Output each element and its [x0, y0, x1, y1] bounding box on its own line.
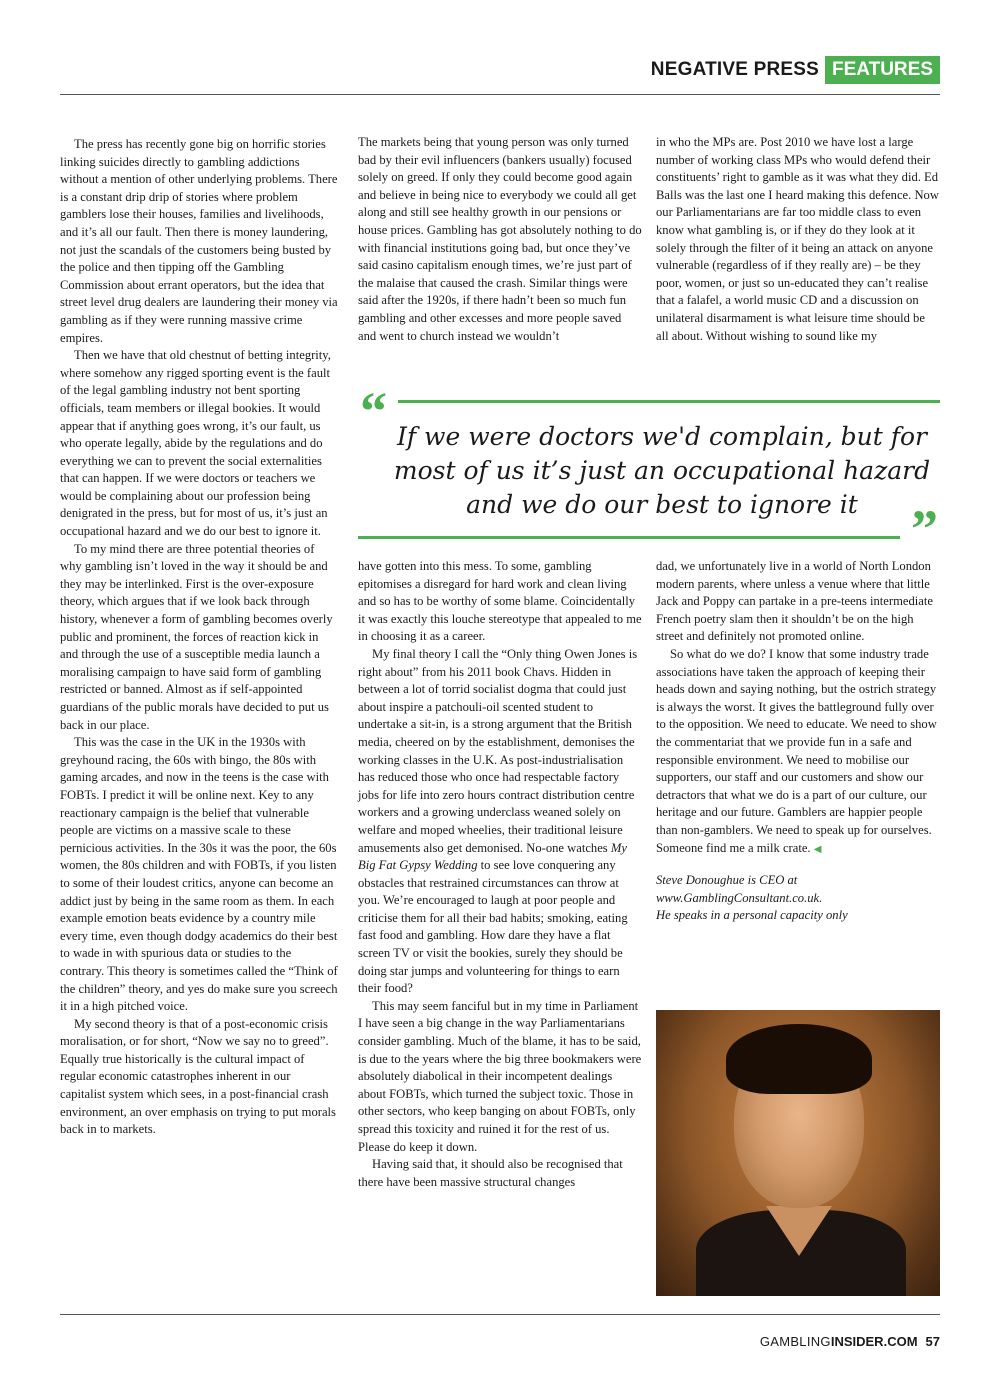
section-label: NEGATIVE PRESS [650, 59, 820, 80]
pull-quote-top-rule [398, 400, 940, 403]
pull-quote-text: If we were doctors we'd complain, but for most of us it’s just an occupational hazard and we do our best to ignore it [393, 422, 931, 519]
paragraph: have gotten into this mess. To some, gambling epitomises a disregard for hard work and clean living and so has to be worthy of some blame. Coincidentally it was exactly this louche stereotype that appealed to me in choosing it as a career. [358, 559, 642, 644]
author-byline [656, 872, 940, 925]
paragraph: Having said that, it should also be recognised that there have been massive structural changes [358, 1157, 623, 1189]
author-photo [656, 1010, 940, 1296]
byline-line: Steve Donoughue is CEO at [656, 873, 798, 888]
paragraph: This was the case in the UK in the 1930s with greyhound racing, the 60s with bingo, the 80s with gaming arcades, and now in the teens is the case with FOBTs. I predict it will be online next. Key to any reactionary campaign is the belief that vulnerable people are victims on a massive scale to these pernicious activities. In the 30s it was the poor, the 60s women, the 80s children and with FOBTs, if you listen to some of their loudest critics, anyone can become an addict just by being in the same room as them. In each example emotion beats evidence by a country mile every time, even though dodgy academics do their best to wade in with spurious data or studies to the contrary. This theory is sometimes called the “Think of the children” theory, and yes do make sure you screech it in a high pitched voice. [60, 735, 338, 1014]
paragraph: My second theory is that of a post-economic crisis moralisation, or for short, “Now we say no to greed”. Equally true historically is the cultural impact of regular economic catastrophes inherent in our capitalist system which sees, in a post-financial crash environment, an over emphasis on trying to put morals back in to markets. [60, 1016, 336, 1137]
column-3-bottom [656, 558, 940, 925]
column-3-top [656, 134, 940, 345]
top-rule [60, 94, 940, 95]
paragraph [656, 646, 940, 858]
page-number: 57 [925, 1334, 940, 1349]
paragraph-text: So what do we do? I know that some industry trade associations have taken the approach of keeping their heads down and saying nothing, but the ostrich strategy is always the worst. It gives the battleground fully over to the opposition. We need to educate. We need to show the commentariat that we provide fun in a safe and responsible environment. We need to mobilise our supporters, our staff and our customers and show our detractors that what we do is a part of our culture, our heritage and our future. Gamblers are happier people than non-gamblers. We need to speak up for ourselves. Someone find me a milk crate. [656, 646, 937, 855]
close-quote-mark: ” [911, 499, 938, 559]
paragraph: The markets being that young person was only turned bad by their evil influencers (bankers usually) focused solely on greed. If only they could become good again and believe in being nice to everybody we could all get along and still see healthy growth in our pensions or house prices. Gambling has got absolutely nothing to do with financial institutions going bad, but once they’ve said casino capitalism enough times, we’re just part of the malaise that caused the crash. Similar things were said after the 1920s, if there hadn’t been so much fun gambling and other excesses and more people saved and went to church instead we wouldn’t [358, 135, 642, 343]
paragraph: in who the MPs are. Post 2010 we have lost a large number of working class MPs who would defend their constituents’ right to gamble as it was what they did. Ed Balls was the last one I heard making this defence. Now our Parliamentarians are far too middle class to even know what gambling is, or if they do they look at it solely through the filter of it being an attack on anyone vulnerable (regardless of if they really are) – be they poor, women, or just so un-educated they can’t realise that a falafel, a world music CD and a discussion on unilateral disarmament is what leisure time should be all about. Without wishing to sound like my [656, 135, 939, 343]
byline-line: He speaks in a personal capacity only [656, 908, 848, 923]
bottom-rule [60, 1314, 940, 1315]
column-2-bottom [358, 558, 642, 1191]
tv-show-title: My Big Fat Gypsy Wedding [358, 840, 627, 873]
pull-quote [358, 381, 940, 559]
paragraph-text: to see love conquering any obstacles that restrained circumstances can throw at you. We’re encouraged to laugh at poor people and criticise them for all their bad habits; smoking, eating fast food and gambling. How dare they have a flat screen TV or visit the bookies, surely they should be doing star jumps and volunteering for things to earn their food? [358, 858, 628, 996]
page-footer [760, 1334, 940, 1349]
end-mark-icon: ◀ [813, 843, 822, 855]
paragraph: This may seem fanciful but in my time in Parliament I have seen a big change in the way Parliamentarians consider gambling. Much of the blame, it has to be said, is due to the years where the big three bookmakers were absolutely diabolical in their incompetent dealings about FOBTs, which turned the subject toxic. Those in other sectors, who keep banging on about FOBTs, only spread this toxicity and ruined it for the rest of us. Please do keep it down. [358, 998, 642, 1154]
pull-quote-bottom-rule [358, 536, 900, 539]
paragraph [358, 646, 642, 998]
paragraph: Then we have that old chestnut of betting integrity, where somehow any rigged sporting event is the fault of the legal gambling industry not bent sporting officials, team members or illegal bookies. It would appear that if anything goes wrong, it’s our fault, us who operate legally, abide by the regulations and do everything we can to prevent the social externalities that can happen. If we were doctors or teachers we would be complaining about our profession being denigrated in the press, but for most of us, it’s just an occupational hazard and we do our best to ignore it. [60, 348, 331, 539]
byline-url: www.GamblingConsultant.co.uk. [656, 890, 823, 905]
section-tag: FEATURES [825, 56, 940, 84]
photo-hair [726, 1024, 872, 1094]
column-2-top [358, 134, 642, 345]
open-quote-mark: “ [360, 381, 387, 441]
paragraph-text: My final theory I call the “Only thing Owen Jones is right about” from his 2011 book Chavs. Hidden in between a lot of torrid socialist dogma that could just about inspire a patchouli-oil scented student to undertake a sit-in, is a strong argument that the British media, cheered on by the establishment, demonises the working classes in the U.K. As post-industrialisation has reduced those who once had respectable factory jobs for life into zero hours contract distribution centre workers and a growing underclass weaned solely on welfare and moped wheelies, their traditional leisure amusements also get demonised. No-one watches [358, 646, 638, 855]
footer-brand-part: .COM [883, 1334, 918, 1349]
paragraph: dad, we unfortunately live in a world of North London modern parents, where unless a venue where that little Jack and Poppy can partake in a pre-teens intermediate French poetry slam then it shouldn’t be on the high street and definitely not promoted online. [656, 559, 933, 644]
paragraph: To my mind there are three potential theories of why gambling isn’t loved in the way it should be and they may be interlinked. First is the over-exposure theory, which argues that if we look back through history, whenever a form of gambling becomes overly public and prominent, the forces of reaction kick in and through the use of a susceptible media launch a moralising campaign to have said form of gambling restricted or banned. Almost as if self-appointed guardians of the public morals have decided to put us back in our place. [60, 541, 333, 732]
section-header [651, 56, 940, 84]
paragraph: The press has recently gone big on horrific stories linking suicides directly to gambling addictions without a mention of other underlying problems. There is a constant drip drip of stories where problem gamblers lose their houses, families and livelihoods, and it’s all our fault. Then there is money laundering, not just the scandals of the customers being busted by the police and then tipping off the Gambling Commission about errant operators, but the idea that street level drug dealers are laundering their money via gambling as if they were running massive crime empires. [60, 137, 338, 345]
footer-brand-part: GAMBLING [759, 1334, 831, 1349]
footer-brand-part: INSIDER [830, 1334, 884, 1349]
column-1 [60, 136, 338, 1139]
